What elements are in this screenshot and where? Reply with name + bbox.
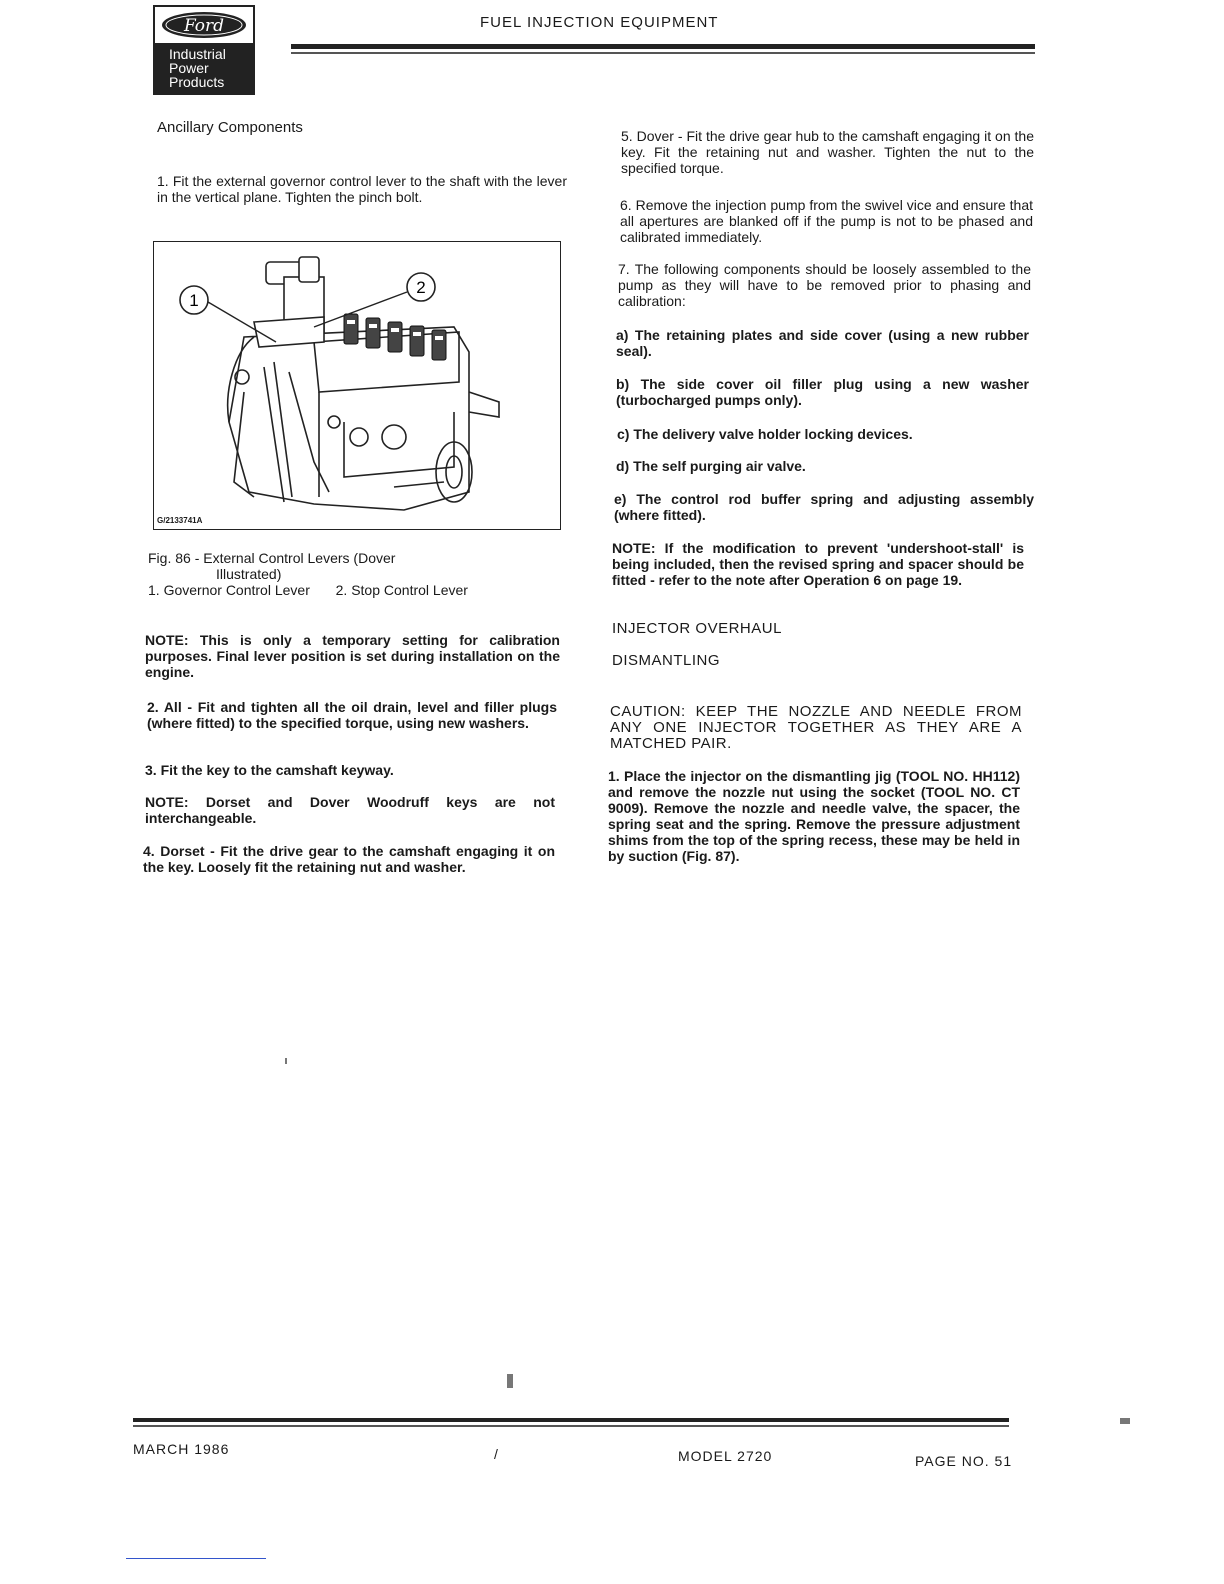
scan-speck [1120, 1418, 1130, 1424]
callout-2-number: 2 [416, 278, 426, 297]
product-line: Power [169, 60, 209, 76]
figure-86 [153, 241, 561, 530]
note-woodruff-keys: NOTE: Dorset and Dover Woodruff keys are not interchangeable. [145, 794, 555, 826]
ford-logo-text: Ford [183, 16, 225, 36]
header-divider-thin [291, 52, 1035, 54]
scan-speck [285, 1058, 287, 1064]
step-3: 3. Fit the key to the camshaft keyway. [145, 762, 394, 778]
callout-1 [180, 286, 276, 342]
ford-oval [155, 7, 253, 45]
step-2: 2. All - Fit and tighten all the oil drain, level and filler plugs (where fitted) to the specified torque, using new washers. [147, 699, 557, 731]
list-item-a: a) The retaining plates and side cover (using a new rubber seal). [616, 327, 1029, 359]
list-item-e: e) The control rod buffer spring and adjusting assembly (where fitted). [614, 491, 1034, 523]
list-item-b: b) The side cover oil filler plug using a new washer (turbocharged pumps only). [616, 376, 1029, 408]
legend-item-2: 2. Stop Control Lever [335, 582, 468, 598]
product-lines [169, 47, 226, 89]
step-6: 6. Remove the injection pump from the swivel vice and ensure that all apertures are blanked off if the pump is not to be phased and calibrated immediately. [620, 197, 1033, 245]
figure-caption-line: Illustrated) [216, 566, 282, 582]
heading-dismantling: DISMANTLING [612, 652, 721, 669]
footer-center-mark: / [494, 1446, 499, 1462]
step-7: 7. The following components should be loosely assembled to the pump as they will have to be removed prior to phasing and calibration: [618, 261, 1031, 309]
note-temporary-setting: NOTE: This is only a temporary setting for calibration purposes. Final lever position is set during installation on the engine. [145, 632, 560, 680]
footer-divider-thin [133, 1425, 1009, 1427]
footer-page-number: PAGE NO. 51 [915, 1453, 1013, 1469]
page-header-title: FUEL INJECTION EQUIPMENT [480, 14, 719, 31]
product-line: Industrial [169, 46, 226, 62]
heading-injector-overhaul: INJECTOR OVERHAUL [612, 620, 782, 637]
figure-legend [148, 582, 568, 598]
section-title: Ancillary Components [157, 119, 303, 136]
header-divider [291, 44, 1035, 49]
footer-date: MARCH 1986 [133, 1441, 230, 1457]
figure-caption-line: Fig. 86 - External Control Levers (Dover [148, 550, 396, 566]
step-dismantle-1: 1. Place the injector on the dismantling jig (TOOL NO. HH112) and remove the nozzle nut using the socket (TOOL NO. CT 9009). Remove the nozzle and needle valve, the spacer, the spring seat and the spring. Remove the pressure adjustment shims from the top of the spring recess, these may be held in by suction (Fig. 87). [608, 768, 1020, 864]
note-undershoot-stall: NOTE: If the modification to prevent 'undershoot-stall' is being included, then the revised spring and spacer should be fitted - refer to the note after Operation 6 on page 19. [612, 540, 1024, 588]
caution-matched-pair: CAUTION: KEEP THE NOZZLE AND NEEDLE FROM ANY ONE INJECTOR TOGETHER AS THEY ARE A MATCHED PAIR. [610, 703, 1022, 752]
footer-model: MODEL 2720 [678, 1448, 773, 1464]
step-5: 5. Dover - Fit the drive gear hub to the camshaft engaging it on the key. Fit the retaining nut and washer. Tighten the nut to the specified torque. [621, 128, 1034, 176]
list-item-c: c) The delivery valve holder locking devices. [617, 426, 913, 442]
callout-1-number: 1 [189, 291, 199, 310]
step-4: 4. Dorset - Fit the drive gear to the camshaft engaging it on the key. Loosely fit the retaining nut and washer. [143, 843, 555, 875]
injection-pump-illustration [154, 242, 560, 529]
product-line: Products [169, 74, 225, 90]
figure-code: G/2133741A [157, 516, 203, 525]
legend-item-1: 1. Governor Control Lever [148, 582, 310, 598]
blue-underline [126, 1558, 266, 1559]
list-item-d: d) The self purging air valve. [616, 458, 806, 474]
ford-logo-block [153, 5, 255, 95]
ford-oval-icon [155, 7, 253, 43]
footer-divider [133, 1418, 1009, 1422]
step-1: 1. Fit the external governor control lever to the shaft with the lever in the vertical plane. Tighten the pinch bolt. [157, 173, 567, 205]
figure-caption [148, 550, 568, 598]
scan-speck [507, 1374, 513, 1388]
